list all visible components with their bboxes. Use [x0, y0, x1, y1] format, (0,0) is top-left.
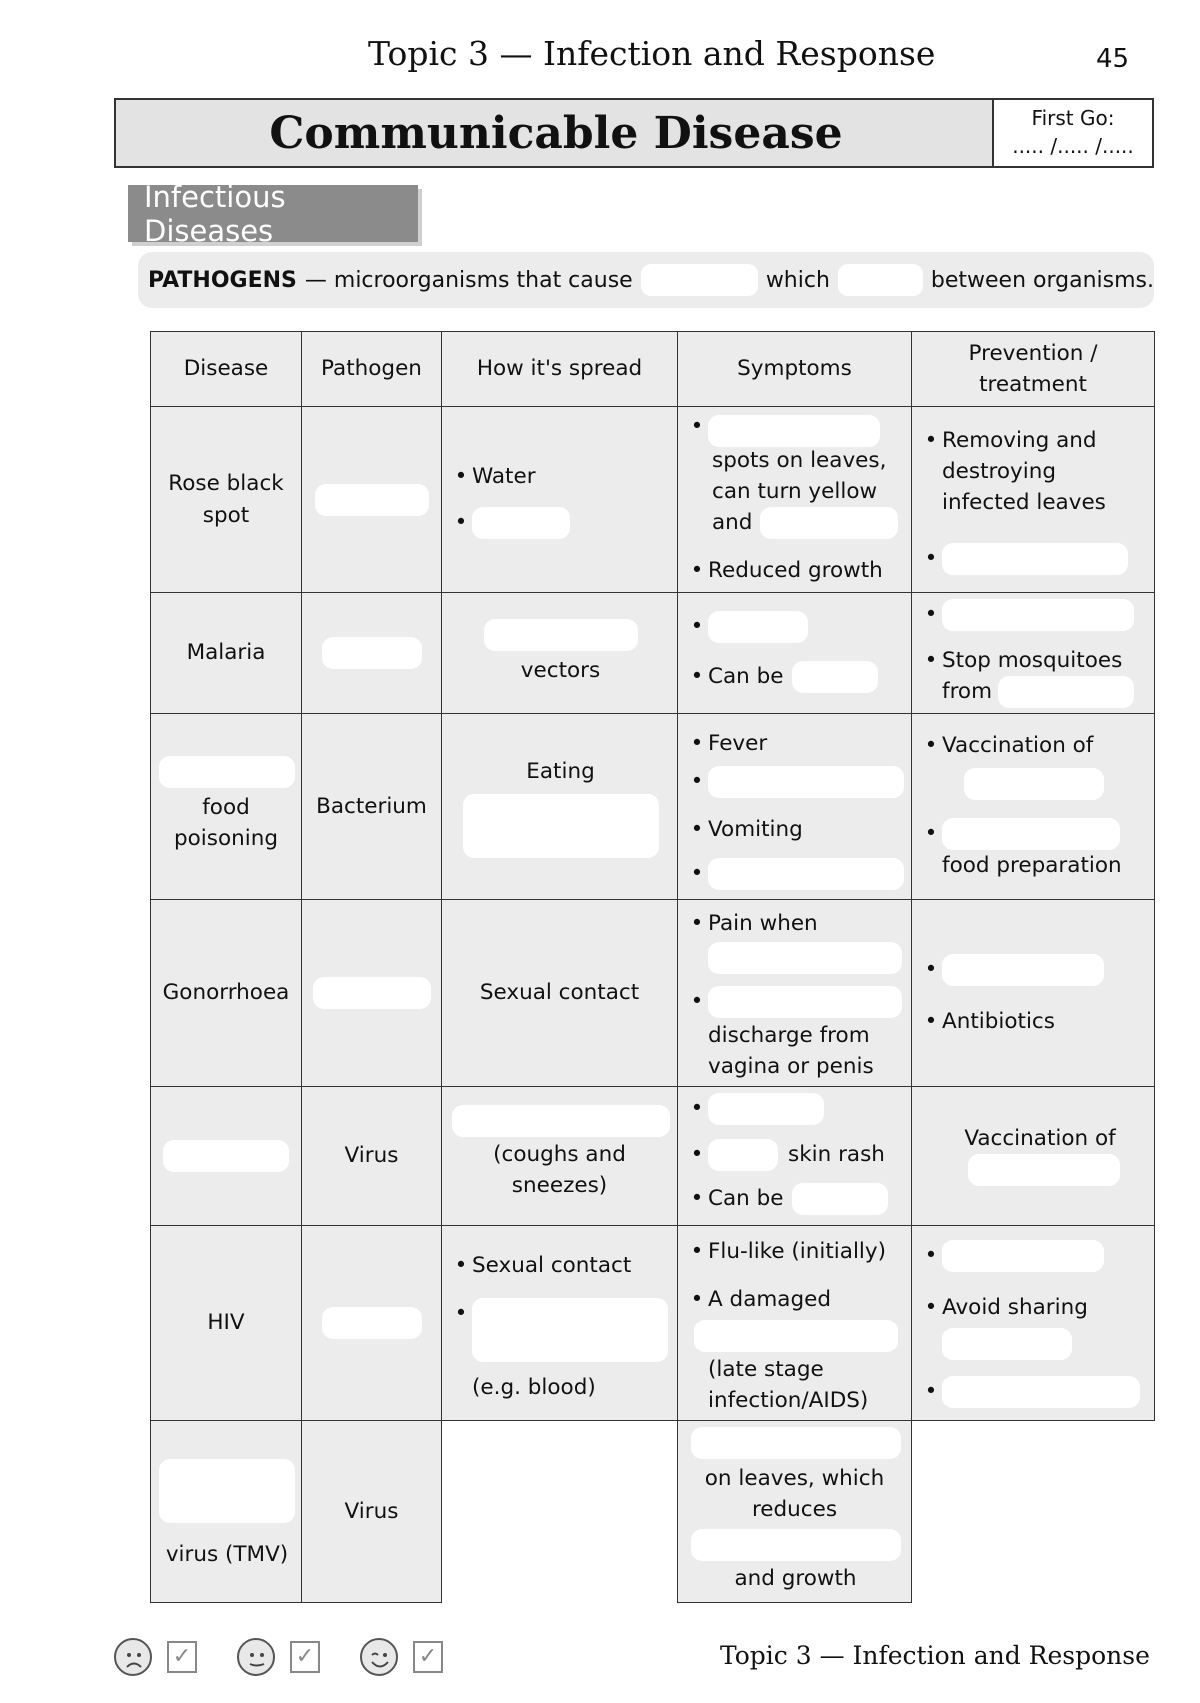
symptom-text: and growth	[734, 1566, 857, 1591]
answer-blank[interactable]	[792, 1183, 888, 1215]
answer-blank[interactable]	[760, 507, 898, 539]
checkbox-icon[interactable]: ✓	[290, 1641, 320, 1673]
cell-disease-rose	[150, 406, 302, 593]
cell-prevention-hiv: • • Avoid sharing •	[911, 1225, 1155, 1421]
definition-text-2: which	[765, 267, 830, 293]
pathogen-definition	[138, 252, 1154, 308]
pathogen-name: Virus	[344, 1143, 399, 1169]
answer-blank[interactable]	[452, 1105, 670, 1137]
title-box	[114, 98, 1154, 168]
symptom-text: spots on leaves, can turn yellow and	[678, 445, 911, 539]
answer-blank[interactable]	[708, 1139, 778, 1171]
definition-text-3: between organisms.	[930, 267, 1154, 293]
disease-name: HIV	[207, 1310, 245, 1336]
cell-spread-food	[441, 713, 678, 900]
answer-blank[interactable]	[691, 1529, 901, 1561]
prevention-item: Removing and destroying infected leaves	[942, 428, 1106, 516]
answer-blank[interactable]	[942, 1240, 1104, 1272]
cell-pathogen-tmv	[301, 1420, 442, 1603]
answer-blank[interactable]	[708, 766, 904, 798]
cell-spread-rose: • Water •	[441, 406, 678, 593]
cell-prevention-rose: • Removing and destroying infected leaves •	[911, 406, 1155, 593]
symptom-item: Vomiting	[708, 817, 803, 842]
cell-prevention-gonorrhoea: • • Antibiotics	[911, 899, 1155, 1087]
answer-blank[interactable]	[708, 611, 808, 643]
first-go-date-field[interactable]: ..... /..... /.....	[1012, 134, 1134, 158]
answer-blank[interactable]	[942, 954, 1104, 986]
prevention-text: food preparation	[942, 853, 1122, 878]
answer-blank[interactable]	[708, 1093, 824, 1125]
header-disease: Disease	[150, 331, 302, 407]
answer-blank[interactable]	[313, 977, 431, 1009]
spread-item: Water	[472, 464, 536, 489]
definition-text-1: — microorganisms that cause	[304, 267, 633, 293]
answer-blank[interactable]	[694, 1320, 898, 1352]
first-go-box	[992, 100, 1152, 166]
pathogen-name: Bacterium	[316, 793, 427, 819]
footer-title: Topic 3 — Infection and Response	[720, 1641, 1150, 1670]
checkbox-icon[interactable]: ✓	[167, 1641, 197, 1673]
disease-name: Rose black spot	[168, 471, 284, 528]
cell-symptoms-rose: • spots on leaves, can turn yellow and • Reduced growth	[677, 406, 912, 593]
symptom-item: Pain when	[708, 911, 818, 936]
answer-blank[interactable]	[968, 1154, 1120, 1186]
prevention-item: Avoid sharing	[942, 1295, 1088, 1320]
answer-blank[interactable]	[708, 986, 902, 1018]
cell-pathogen-malaria	[301, 592, 442, 714]
happy-face-icon[interactable]	[360, 1638, 398, 1676]
answer-blank[interactable]	[159, 1459, 295, 1523]
answer-blank[interactable]	[838, 264, 923, 296]
answer-blank[interactable]	[322, 637, 422, 669]
symptom-item: Flu-like (initially)	[708, 1239, 887, 1264]
answer-blank[interactable]	[792, 661, 878, 693]
header-spread: How it's spread	[441, 331, 678, 407]
header-prevention: Prevention / treatment	[911, 331, 1155, 407]
answer-blank[interactable]	[942, 543, 1128, 575]
answer-blank[interactable]	[708, 415, 880, 447]
cell-pathogen-hiv	[301, 1225, 442, 1421]
answer-blank[interactable]	[472, 1298, 668, 1362]
symptom-item: Can be	[708, 1186, 784, 1211]
answer-blank[interactable]	[708, 858, 904, 890]
cell-symptoms-malaria: • • Can be	[677, 592, 912, 714]
cell-symptoms-tmv	[677, 1420, 912, 1603]
cell-symptoms-food: • Fever • • Vomiting •	[677, 713, 912, 900]
symptom-text: discharge from vagina or penis	[708, 1023, 874, 1080]
cell-prevention-measles	[911, 1086, 1155, 1226]
answer-blank[interactable]	[942, 1376, 1140, 1408]
spread-text: (e.g. blood)	[472, 1375, 596, 1400]
definition-term: PATHOGENS	[148, 267, 297, 293]
prevention-item: Vaccination of	[942, 733, 1094, 758]
answer-blank[interactable]	[998, 676, 1134, 708]
page-number: 45	[1096, 44, 1130, 74]
answer-blank[interactable]	[484, 619, 638, 651]
symptom-item: A damaged	[708, 1287, 832, 1312]
symptom-item: skin rash	[788, 1142, 885, 1167]
disease-name: food poisoning	[173, 795, 278, 852]
sad-face-icon[interactable]	[114, 1638, 152, 1676]
answer-blank[interactable]	[463, 794, 659, 858]
prevention-item: Stop mosquitoes from	[942, 648, 1123, 705]
answer-blank[interactable]	[163, 1140, 289, 1172]
checkbox-icon[interactable]: ✓	[413, 1641, 443, 1673]
symptom-item: Fever	[708, 731, 768, 756]
answer-blank[interactable]	[641, 264, 758, 296]
cell-symptoms-hiv: • Flu-like (initially) • A damaged (late stage infection/AIDS)	[677, 1225, 912, 1421]
answer-blank[interactable]	[472, 507, 570, 539]
prevention-item: Antibiotics	[942, 1009, 1055, 1034]
cell-prevention-food: • Vaccination of • food preparation	[911, 713, 1155, 900]
spread-text: vectors	[520, 658, 601, 683]
prevention-text: Vaccination of	[912, 1123, 1154, 1186]
spread-item: Sexual contact	[472, 1253, 632, 1278]
cell-disease-hiv	[150, 1225, 302, 1421]
header-pathogen: Pathogen	[301, 331, 442, 407]
cell-disease-measles	[150, 1086, 302, 1226]
cell-spread-hiv: • Sexual contact • (e.g. blood)	[441, 1225, 678, 1421]
cell-spread-measles	[441, 1086, 678, 1226]
spread-text: Sexual contact	[479, 980, 640, 1006]
symptom-item: Can be	[708, 664, 784, 689]
answer-blank[interactable]	[964, 768, 1104, 800]
cell-disease-tmv	[150, 1420, 302, 1603]
first-go-label: First Go:	[1031, 106, 1115, 130]
answer-blank[interactable]	[942, 1328, 1072, 1360]
symptom-text: (late stage infection/AIDS)	[708, 1357, 869, 1414]
disease-name: virus (TMV)	[165, 1542, 289, 1567]
cell-pathogen-measles	[301, 1086, 442, 1226]
cell-disease-food	[150, 713, 302, 900]
cell-pathogen-food	[301, 713, 442, 900]
cell-symptoms-measles: • • skin rash • Can be	[677, 1086, 912, 1226]
disease-name: Gonorrhoea	[162, 980, 290, 1006]
answer-blank[interactable]	[159, 756, 295, 788]
cell-disease-gonorrhoea	[150, 899, 302, 1087]
cell-disease-malaria	[150, 592, 302, 714]
cell-symptoms-gonorrhoea: • Pain when • discharge from vagina or penis	[677, 899, 912, 1087]
cell-spread-gonorrhoea	[441, 899, 678, 1087]
cell-prevention-malaria: • • Stop mosquitoes from	[911, 592, 1155, 714]
spread-text: Eating	[526, 759, 595, 784]
symptom-item: Reduced growth	[708, 558, 883, 583]
spread-text: (coughs and sneezes)	[493, 1142, 626, 1199]
page-title: Communicable Disease	[269, 107, 843, 159]
cell-pathogen-gonorrhoea	[301, 899, 442, 1087]
cell-spread-malaria	[441, 592, 678, 714]
answer-blank[interactable]	[708, 942, 902, 974]
symptom-text: on leaves, which reduces	[704, 1466, 885, 1523]
page-header-title: Topic 3 — Infection and Response	[368, 34, 936, 73]
disease-name: Malaria	[186, 640, 266, 666]
pathogen-name: Virus	[344, 1498, 399, 1524]
answer-blank[interactable]	[322, 1307, 422, 1339]
section-tab: Infectious Diseases	[128, 185, 418, 242]
answer-blank[interactable]	[942, 818, 1120, 850]
answer-blank[interactable]	[691, 1427, 901, 1459]
neutral-face-icon[interactable]	[237, 1638, 275, 1676]
answer-blank[interactable]	[315, 484, 429, 516]
header-symptoms: Symptoms	[677, 331, 912, 407]
cell-pathogen-rose	[301, 406, 442, 593]
answer-blank[interactable]	[942, 599, 1134, 631]
